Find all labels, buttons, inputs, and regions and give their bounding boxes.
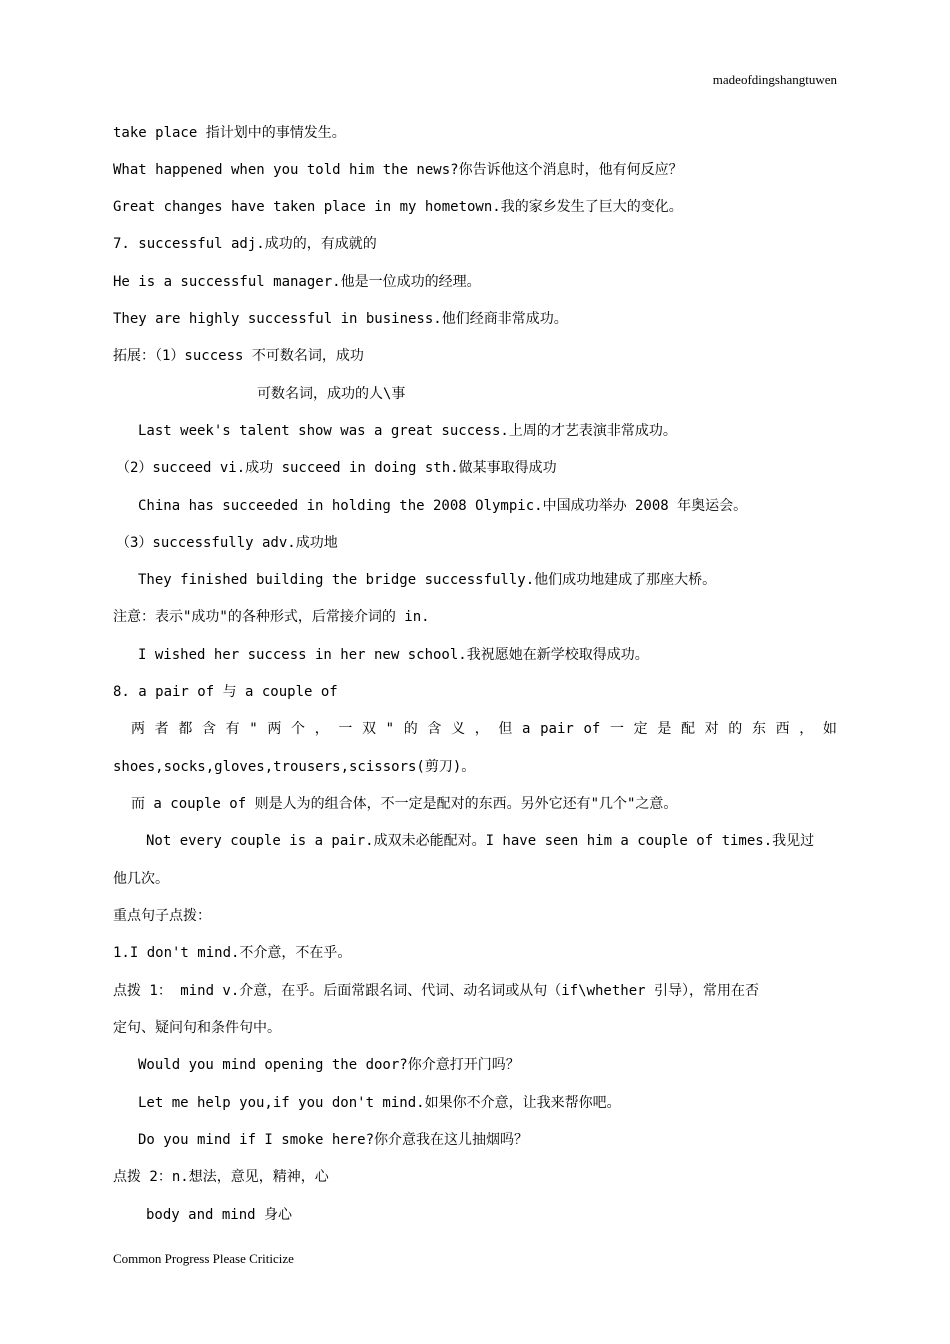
justified-text-line: 两 者 都 含 有 " 两 个 ， 一 双 " 的 含 义 ， 但 a pair of 一 定 是 配 对 的 东 西 ， 如 bbox=[131, 721, 837, 737]
text-line: He is a successful manager.他是一位成功的经理。 bbox=[113, 274, 481, 290]
text-line: Great changes have taken place in my hometown.我的家乡发生了巨大的变化。 bbox=[113, 199, 683, 215]
text-line: 可数名词，成功的人\事 bbox=[257, 386, 406, 402]
text-line: take place 指计划中的事情发生。 bbox=[113, 125, 346, 141]
text-line: 他几次。 bbox=[113, 871, 169, 887]
page-header: madeofdingshangtuwen bbox=[712, 72, 837, 87]
text-line: （3）successfully adv.成功地 bbox=[116, 535, 338, 551]
text-line: （2）succeed vi.成功 succeed in doing sth.做某事取得成功 bbox=[116, 460, 557, 476]
section-heading-8: 8. a pair of 与 a couple of bbox=[113, 684, 338, 700]
text-line: 而 a couple of 则是人为的组合体，不一定是配对的东西。另外它还有"几个"之意。 bbox=[131, 796, 678, 812]
text-line: body and mind 身心 bbox=[146, 1207, 293, 1223]
section-heading-7: 7. successful adj.成功的，有成就的 bbox=[113, 236, 377, 252]
text-line: 点拨 1： mind v.介意，在乎。后面常跟名词、代词、动名词或从句（if\whether 引导），常用在否 bbox=[113, 983, 760, 999]
text-line: They are highly successful in business.他们经商非常成功。 bbox=[113, 311, 568, 327]
text-line: Last week's talent show was a great success.上周的才艺表演非常成功。 bbox=[138, 423, 677, 439]
text-line: Not every couple is a pair.成双未必能配对。I have seen him a couple of times.我见过 bbox=[146, 833, 815, 849]
text-line: They finished building the bridge successfully.他们成功地建成了那座大桥。 bbox=[138, 572, 717, 588]
page-footer: Common Progress Please Criticize bbox=[113, 1251, 294, 1266]
section-heading-key-sentences: 重点句子点拨： bbox=[113, 908, 211, 924]
text-line: shoes,socks,gloves,trousers,scissors(剪刀)。 bbox=[113, 759, 476, 775]
text-line: I wished her success in her new school.我祝愿她在新学校取得成功。 bbox=[138, 647, 649, 663]
text-line: Would you mind opening the door?你介意打开门吗？ bbox=[138, 1057, 520, 1073]
text-line: What happened when you told him the news?你告诉他这个消息时，他有何反应？ bbox=[113, 162, 683, 178]
text-line: 点拨 2：n.想法，意见，精神，心 bbox=[113, 1169, 329, 1185]
text-line: 拓展：（1）success 不可数名词，成功 bbox=[113, 348, 364, 364]
text-line: 1.I don't mind.不介意，不在乎。 bbox=[113, 945, 352, 961]
text-line: 注意：表示"成功"的各种形式，后常接介词的 in. bbox=[113, 609, 430, 625]
text-line: Do you mind if I smoke here?你介意我在这儿抽烟吗？ bbox=[138, 1132, 529, 1148]
text-line: 定句、疑问句和条件句中。 bbox=[113, 1020, 281, 1036]
text-line: China has succeeded in holding the 2008 Olympic.中国成功举办 2008 年奥运会。 bbox=[138, 498, 748, 514]
text-line: Let me help you,if you don't mind.如果你不介意，让我来帮你吧。 bbox=[138, 1095, 621, 1111]
